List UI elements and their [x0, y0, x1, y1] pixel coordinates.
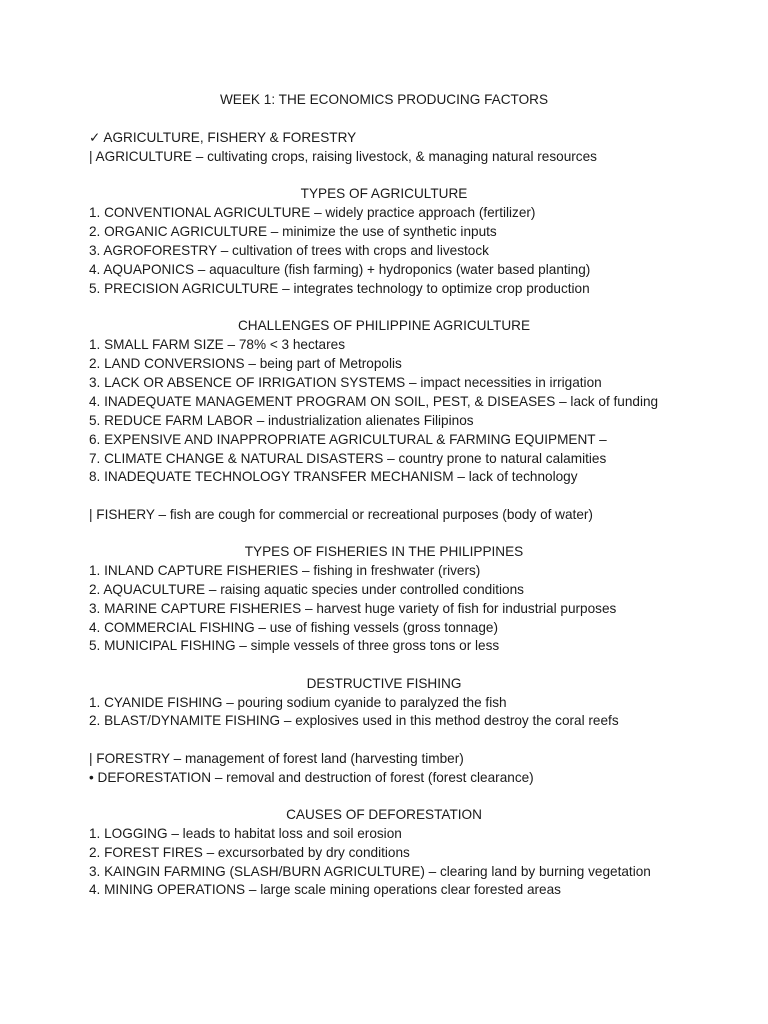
- page-title: WEEK 1: THE ECONOMICS PRODUCING FACTORS: [219, 92, 549, 107]
- list-item: 4. INADEQUATE MANAGEMENT PROGRAM ON SOIL, PEST, & DISEASES – lack of funding: [89, 394, 659, 409]
- list-item: 1. INLAND CAPTURE FISHERIES – fishing in freshwater (rivers): [89, 563, 481, 578]
- list-item: 2. AQUACULTURE – raising aquatic species under controlled conditions: [89, 582, 524, 597]
- list-item: 3. KAINGIN FARMING (SLASH/BURN AGRICULTURE) – clearing land by burning vegetation: [89, 864, 651, 879]
- list-item: 2. LAND CONVERSIONS – being part of Metropolis: [89, 356, 402, 371]
- list-item: 7. CLIMATE CHANGE & NATURAL DISASTERS – country prone to natural calamities: [89, 451, 607, 466]
- list-item: 8. INADEQUATE TECHNOLOGY TRANSFER MECHANISM – lack of technology: [89, 469, 578, 484]
- types-of-agriculture-heading: TYPES OF AGRICULTURE: [300, 186, 468, 201]
- list-item: 1. CONVENTIONAL AGRICULTURE – widely practice approach (fertilizer): [89, 205, 536, 220]
- list-item: 1. CYANIDE FISHING – pouring sodium cyanide to paralyzed the fish: [89, 695, 507, 710]
- list-item: 2. ORGANIC AGRICULTURE – minimize the use of synthetic inputs: [89, 224, 497, 239]
- list-item: 1. LOGGING – leads to habitat loss and soil erosion: [89, 826, 402, 841]
- forestry-definition: | FORESTRY – management of forest land (harvesting timber): [89, 751, 464, 766]
- section-header: ✓ AGRICULTURE, FISHERY & FORESTRY: [89, 130, 357, 145]
- challenges-heading: CHALLENGES OF PHILIPPINE AGRICULTURE: [237, 318, 531, 333]
- list-item: 3. MARINE CAPTURE FISHERIES – harvest huge variety of fish for industrial purposes: [89, 601, 617, 616]
- list-item: 3. LACK OR ABSENCE OF IRRIGATION SYSTEMS – impact necessities in irrigation: [89, 375, 602, 390]
- causes-of-deforestation-heading: CAUSES OF DEFORESTATION: [286, 807, 482, 822]
- list-item: 4. COMMERCIAL FISHING – use of fishing vessels (gross tonnage): [89, 620, 498, 635]
- list-item: 1. SMALL FARM SIZE – 78% < 3 hectares: [89, 337, 346, 352]
- list-item: 2. FOREST FIRES – excursorbated by dry conditions: [89, 845, 410, 860]
- list-item: 5. MUNICIPAL FISHING – simple vessels of three gross tons or less: [89, 638, 500, 653]
- types-of-fisheries-heading: TYPES OF FISHERIES IN THE PHILIPPINES: [244, 544, 524, 559]
- list-item: 5. REDUCE FARM LABOR – industrialization alienates Filipinos: [89, 413, 474, 428]
- list-item: 4. AQUAPONICS – aquaculture (fish farming) + hydroponics (water based planting): [89, 262, 591, 277]
- list-item: 3. AGROFORESTRY – cultivation of trees with crops and livestock: [89, 243, 489, 258]
- list-item: 4. MINING OPERATIONS – large scale mining operations clear forested areas: [89, 882, 561, 897]
- deforestation-definition: • DEFORESTATION – removal and destruction of forest (forest clearance): [89, 770, 534, 785]
- fishery-definition: | FISHERY – fish are cough for commercial or recreational purposes (body of water): [89, 507, 593, 522]
- list-item: 5. PRECISION AGRICULTURE – integrates technology to optimize crop production: [89, 281, 590, 296]
- destructive-fishing-heading: DESTRUCTIVE FISHING: [306, 676, 462, 691]
- list-item: 6. EXPENSIVE AND INAPPROPRIATE AGRICULTURAL & FARMING EQUIPMENT –: [89, 432, 607, 447]
- agriculture-definition: | AGRICULTURE – cultivating crops, raising livestock, & managing natural resources: [89, 149, 597, 164]
- list-item: 2. BLAST/DYNAMITE FISHING – explosives used in this method destroy the coral reefs: [89, 713, 619, 728]
